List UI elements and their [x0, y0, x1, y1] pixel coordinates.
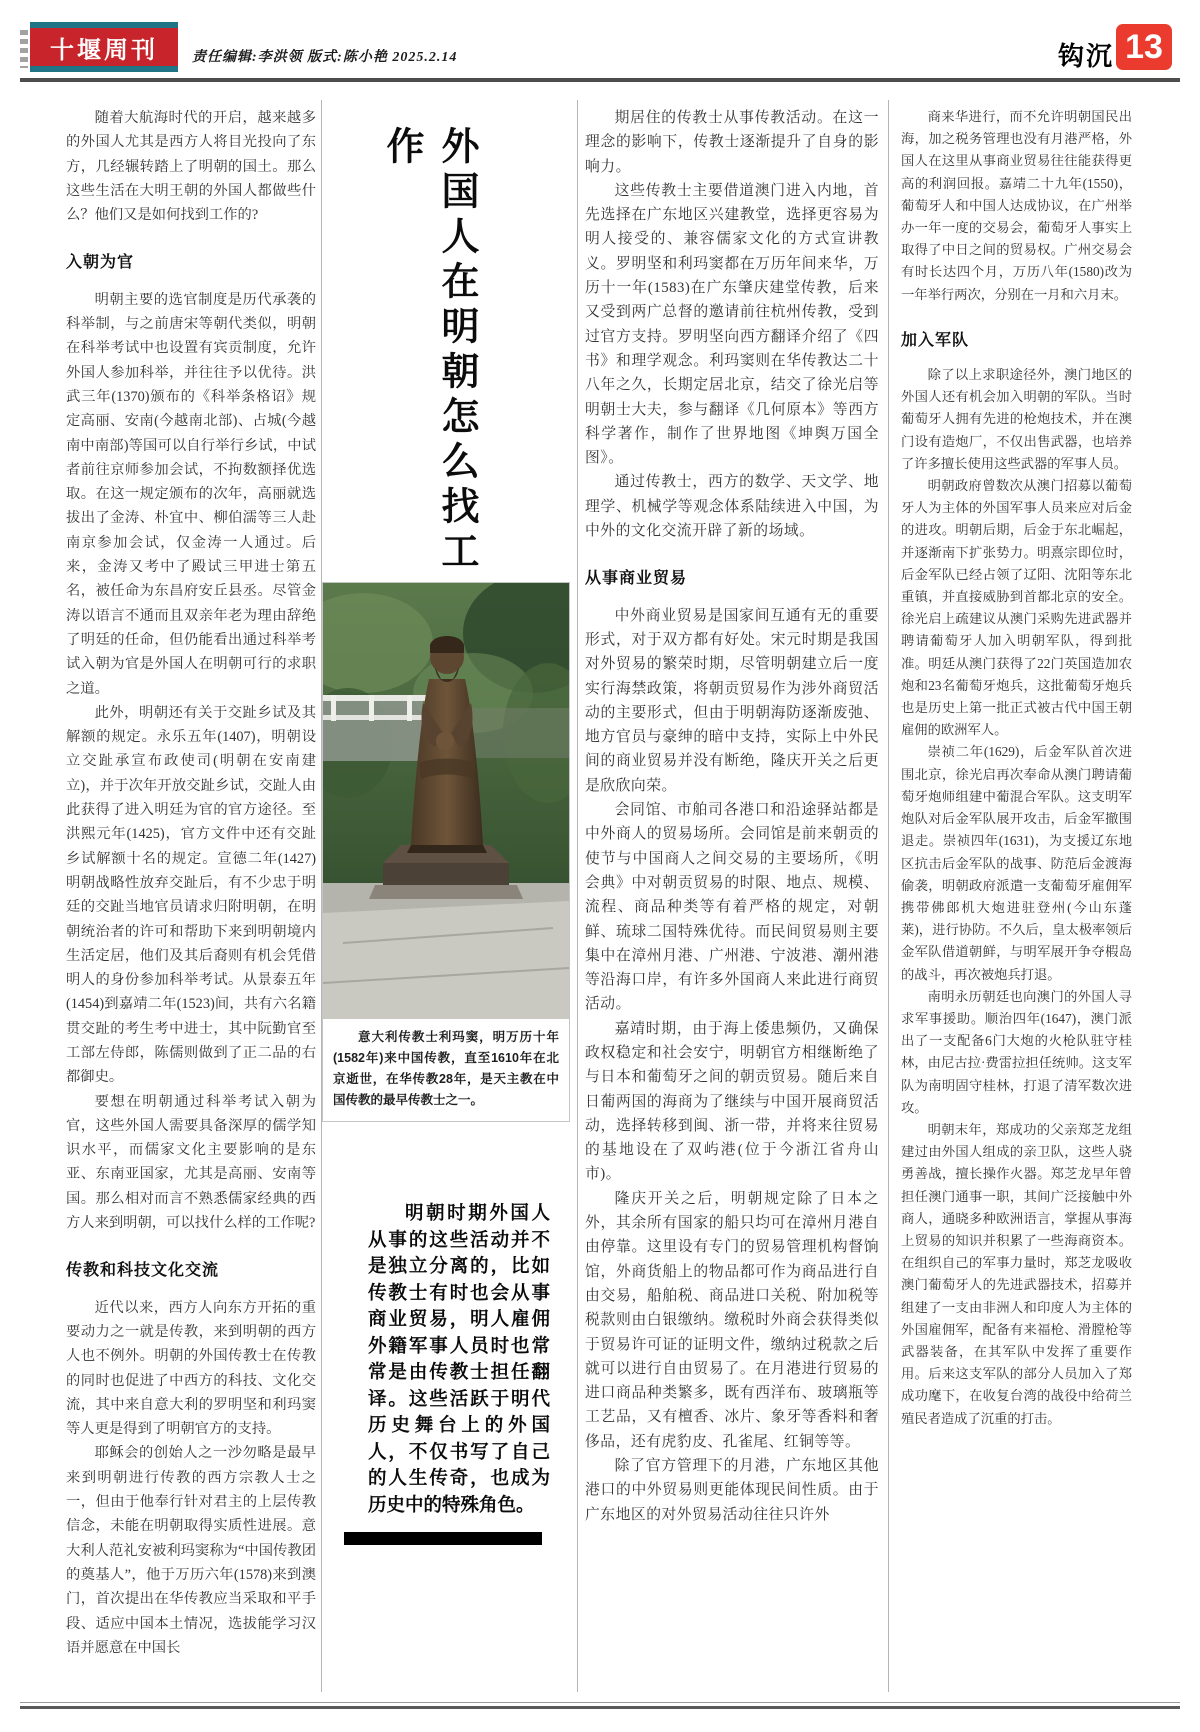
section-heading: 传教和科技文化交流 [66, 1262, 220, 1280]
editor-credit-line: 责任编辑:李洪领 版式:陈小艳 2025.2.14 [192, 50, 458, 65]
paragraph: 除了以上求职途径外，澳门地区的外国人还有机会加入明朝的军队。当时葡萄牙人拥有先进的枪炮技术，并在澳门设有造炮厂，不仅出售武器，也培养了许多擅长使用这些武器的军事人员。 [901, 367, 1132, 471]
article-summary: 明朝时期外国人从事的这些活动并不是独立分离的，比如传教士有时也会从事商业贸易，明人雇佣外籍军事人员时也常常是由传教士担任翻译。这些活跃于明代历史舞台上的外国人，不仅书写了自己的人生传奇，也成为历史中的特殊角色。 [368, 1202, 550, 1515]
article-column-4 [901, 100, 1132, 1702]
paragraph: 隆庆开关之后，明朝规定除了日本之外，其余所有国家的船只均可在漳州月港自由停靠。这里设有专门的贸易管理机构督饷馆，外商货船上的物品都可作为商品进行自由交易，船舶税、商品进口关税、附加税等税款则由白银缴纳。缴税时外商会获得类似于贸易许可证的证明文件，缴纳过税款之后就可以进行自由贸易了。在月港进行贸易的进口商品种类繁多，既有西洋布、玻璃瓶等工艺品，又有檀香、冰片、象牙等香料和奢侈品，还有虎豹皮、孔雀尾、红铜等等。 [585, 1190, 879, 1450]
masthead-title: 十堰周刊 [50, 37, 158, 64]
photo-block [322, 582, 570, 1122]
page-number-badge [1116, 24, 1172, 70]
article-title-vertical: 外国人在明朝怎么找工作 [380, 126, 477, 576]
article-column-1 [66, 100, 316, 1702]
footer-rule-thick [20, 1706, 1180, 1709]
article-column-3 [585, 100, 879, 1702]
masthead-side-strip [20, 26, 28, 68]
masthead-box [30, 28, 178, 66]
column-divider [577, 100, 578, 1692]
paragraph: 明朝主要的选官制度是历代承袭的科举制，与之前唐宋等朝代类似，明朝在科举考试中也设置有宾贡制度，允许外国人参加科举，并往往予以优待。洪武三年(1370)颁布的《科举条格诏》规定高丽、安南(今越南北部)、占城(今越南中南部)等国可以自行举行乡试，中试者前往京师参加会试，不拘数额择优选取。在这一规定颁布的次年，高丽就选拔出了金涛、朴宜中、柳伯濡等三人赴南京参加会试，仅金涛一人通过。后来，金涛又考中了殿试三甲进士第五名，被任命为东昌府安丘县丞。尽管金涛以语言不通而且双亲年老为理由辞绝了明廷的任命，但仍能看出通过科举考试入朝为官是外国人在明朝可行的求职之道。 [66, 291, 316, 697]
paragraph: 崇祯二年(1629)，后金军队首次进围北京，徐光启再次奉命从澳门聘请葡萄牙炮师组建中葡混合军队。这支明军炮队对后金军队展开攻击，后金军撤围退走。崇祯四年(1631)，为支援辽东地区抗击后金军队的战事、防范后金渡海偷袭，明朝政府派遣一支葡萄牙雇佣军携带佛郎机大炮进驻登州(今山东蓬莱)，进行协防。不久后，皇太极率领后金军队借道朝鲜，与明军展开争夺椵岛的战斗，再次被炮兵打退。 [901, 744, 1132, 982]
paragraph: 南明永历朝廷也向澳门的外国人寻求军事援助。顺治四年(1647)，澳门派出了一支配备6门大炮的火枪队驻守桂林，由尼古拉·费雷拉担任统帅。这支军队为南明固守桂林，打退了清军数次进攻。 [901, 988, 1132, 1115]
paragraph: 商来华进行，而不允许明朝国民出海，加之税务管理也没有月港严格，外国人在这里从事商业贸易往往能获得更高的利润回报。嘉靖二十九年(1550)，葡萄牙人和中国人达成协议，在广州举办一年一度的交易会，葡萄牙人事实上取得了中日之间的贸易权。广州交易会有时长达四个月，万历八年(1580)改为一年举行两次，分别在一月和六月末。 [901, 109, 1132, 302]
paragraph: 期居住的传教士从事传教活动。在这一理念的影响下，传教士逐渐提升了自身的影响力。 [585, 110, 879, 175]
column-divider [888, 100, 889, 1692]
photo-caption: 意大利传教士利玛窦，明万历十年(1582年)来中国传教，直至1610年在北京逝世，在华传教28年，是天主教在中国传教的最早传教士之一。 [333, 1030, 559, 1107]
feature-column [322, 100, 570, 1696]
paragraph: 除了官方管理下的月港，广东地区其他港口的中外贸易则更能体现民间性质。由于广东地区的对外贸易活动往往只许外 [585, 1458, 879, 1523]
matteo-ricci-statue-photo [323, 583, 569, 1019]
paragraph: 中外商业贸易是国家间互通有无的重要形式，对于双方都有好处。宋元时期是我国对外贸易的繁荣时期，尽管明朝建立后一度实行海禁政策，将朝贡贸易作为涉外商贸活动的主要形式，但由于明朝海防逐渐废弛、地方官员与豪绅的暗中支持，实际上中外民间的商业贸易并没有断绝，隆庆开关之后更是欣欣向荣。 [585, 607, 879, 794]
paragraph: 明朝末年，郑成功的父亲郑芝龙组建过由外国人组成的亲卫队，这些人骁勇善战，擅长操作火器。郑芝龙早年曾担任澳门通事一职，其间广泛接触中外商人，通晓多种欧洲语言，掌握从事海上贸易的知识并积累了一些海商资本。在组织自己的军事力量时，郑芝龙吸收澳门葡萄牙人的先进武器技术，招募并组建了一支由非洲人和印度人为主体的外国雇佣军，配备有来福枪、滑膛枪等武器装备，在其军队中发挥了重要作用。后来这支军队的部分人员加入了郑成功麾下，在收复台湾的战役中给荷兰殖民者造成了沉重的打击。 [901, 1121, 1132, 1426]
intro-paragraph: 随着大航海时代的开启，越来越多的外国人尤其是西方人将目光投向了东方，几经辗转踏上了明朝的国土。那么这些生活在大明王朝的外国人都做些什么？他们又是如何找到工作的? [66, 110, 316, 224]
paragraph: 会同馆、市舶司各港口和沿途驿站都是中外商人的贸易场所。会同馆是前来朝贡的使节与中国商人之间交易的主要场所，《明会典》中对朝贡贸易的时限、地点、规模、流程、商品种类等有着严格的规定，对朝鲜、琉球二国特殊优待。而民间贸易则主要集中在漳州月港、广州港、宁波港、潮州港等沿海口岸，有许多外国商人来此进行商贸活动。 [585, 802, 879, 1013]
paragraph: 此外，明朝还有关于交趾乡试及其解额的规定。永乐五年(1407)，明朝设立交趾承宣布政使司(明朝在安南建立)，并于次年开放交趾乡试，交趾人由此获得了进入明廷为官的官方途径。至洪熙元年(1425)，官方文件中还有交趾乡试解额十名的规定。宣德二年(1427)明朝战略性放弃交趾后，有不少忠于明廷的交趾当地官员请求归附明朝，在明朝统治者的许可和帮助下来到明朝境内生活定居，他们及其后裔则有机会凭借明人的身份参加科举考试。从景泰五年(1454)到嘉靖二年(1523)间，共有六名籍贯交趾的考生考中进士，其中阮勤官至工部左侍郎，陈儒则做到了正二品的右都御史。 [66, 704, 316, 1086]
masthead-bottom-bar [30, 66, 178, 72]
paragraph: 明朝政府曾数次从澳门招募以葡萄牙人为主体的外国军事人员来应对后金的进攻。明朝后期，后金于东北崛起，并逐渐南下扩张势力。明熹宗即位时，后金军队已经占领了辽阳、沈阳等东北重镇，并直接威胁到首都北京的安全。徐光启上疏建议从澳门采购先进武器并聘请葡萄牙人加入明朝军队，得到批准。明廷从澳门获得了22门英国造加农炮和23名葡萄牙炮兵，这批葡萄牙炮兵也是历史上第一批正式被古代中国王朝雇佣的欧洲军人。 [901, 478, 1132, 738]
footer-rule [20, 1702, 1180, 1703]
page-number: 13 [1125, 27, 1163, 66]
paragraph: 这些传教士主要借道澳门进入内地，首先选择在广东地区兴建教堂，选择更容易为明人接受的、兼容儒家文化的方式宣讲教义。罗明坚和利玛窦都在万历年间来华，万历十一年(1583)在广东肇庆建堂传教，后来又受到两广总督的邀请前往杭州传教，受到过官方支持。罗明坚向西方翻译介绍了《四书》和理学观念。利玛窦则在华传教达二十八年之久，长期定居北京，结交了徐光启等明朝士大夫，参与翻译《几何原本》等西方科学著作，制作了世界地图《坤舆万国全图》。 [585, 182, 879, 467]
paragraph: 嘉靖时期，由于海上倭患频仍，又确保政权稳定和社会安宁，明朝官方相继断绝了与日本和葡萄牙之间的朝贡贸易。随后来自日葡两国的海商为了继续与中国开展商贸活动，选择转移到闽、浙一带，并将来往贸易的基地设在了双屿港(位于今浙江省舟山市)。 [585, 1020, 879, 1183]
section-name: 钩沉 [1058, 42, 1115, 71]
section-heading: 加入军队 [901, 331, 970, 349]
paragraph: 要想在明朝通过科举考试入朝为官，这些外国人需要具备深厚的儒学知识水平，而儒家文化主要影响的是东亚、东南亚国家，尤其是高丽、安南等国。那么相对而言不熟悉儒家经典的西方人来到明朝，可以找什么样的工作呢? [66, 1093, 316, 1232]
paragraph: 通过传教士，西方的数学、天文学、地理学、机械学等观念体系陆续进入中国，为中外的文化交流开辟了新的场域。 [585, 474, 879, 540]
masthead [20, 22, 178, 72]
paragraph: 近代以来，西方人向东方开拓的重要动力之一就是传教，来到明朝的西方人也不例外。明朝的外国传教士在传教的同时也促进了中西方的科技、文化交流，其中来自意大利的罗明坚和利玛窦等人更是得到了明朝官方的支持。 [66, 1299, 316, 1438]
header-rule [20, 78, 1180, 82]
section-heading: 从事商业贸易 [585, 570, 688, 588]
paragraph: 耶稣会的创始人之一沙勿略是最早来到明朝进行传教的西方宗教人士之一，但由于他奉行针对君主的上层传教信念，未能在明朝取得实质性进展。意大利人范礼安被利玛窦称为“中国传教团的奠基人”，他于万历六年(1578)来到澳门，首次提出在华传教应当采取和平手段、适应中国本土情况，选拔能学习汉语并愿意在中国长 [66, 1445, 316, 1656]
section-heading: 入朝为官 [66, 254, 135, 272]
decorative-black-bar [344, 1532, 542, 1545]
